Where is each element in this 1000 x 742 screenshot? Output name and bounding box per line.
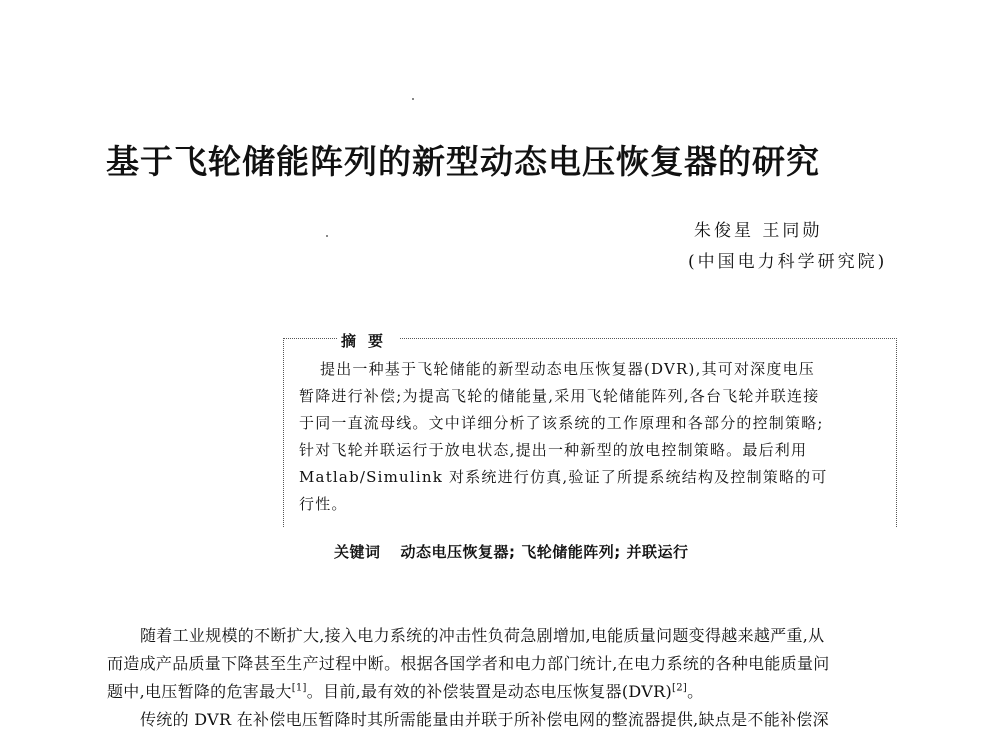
body-text: 题中,电压暂降的危害最大: [107, 682, 292, 701]
keywords-label: 关键词: [334, 543, 381, 561]
keywords: [334, 541, 688, 562]
abstract-line: 行性。: [299, 495, 348, 513]
affiliation: (中国电力科学研究院): [688, 252, 888, 272]
citation-2: [2]: [672, 682, 688, 694]
body-text: 。目前,最有效的补偿装置是动态电压恢复器(DVR): [306, 682, 672, 701]
body-line: [107, 679, 703, 702]
abstract-heading: 摘要: [337, 330, 399, 351]
scan-speck: [412, 98, 414, 100]
body-line: 而造成产品质量下降甚至生产过程中断。根据各国学者和电力部门统计,在电力系统的各种电能质量问: [107, 654, 830, 673]
body-line: 传统的 DVR 在补偿电压暂降时其所需能量由并联于所补偿电网的整流器提供,缺点是不能补偿深: [140, 710, 829, 729]
abstract-line: Matlab/Simulink 对系统进行仿真,验证了所提系统结构及控制策略的可: [299, 468, 828, 486]
abstract-line: 于同一直流母线。文中详细分析了该系统的工作原理和各部分的控制策略;: [299, 414, 824, 432]
abstract-line: 提出一种基于飞轮储能的新型动态电压恢复器(DVR),其可对深度电压: [320, 360, 815, 378]
paper-title: 基于飞轮储能阵列的新型动态电压恢复器的研究: [106, 142, 820, 181]
abstract-line: 暂降进行补偿;为提高飞轮的储能量,采用飞轮储能阵列,各台飞轮并联连接: [299, 387, 820, 405]
scan-speck: [326, 235, 328, 237]
body-line: 随着工业规模的不断扩大,接入电力系统的冲击性负荷急剧增加,电能质量问题变得越来越严重,从: [140, 626, 825, 645]
body-text: 。: [687, 682, 704, 701]
authors: 朱俊星 王同勋: [694, 221, 823, 241]
keywords-text: 动态电压恢复器; 飞轮储能阵列; 并联运行: [400, 543, 689, 561]
citation-1: [1]: [291, 682, 307, 694]
abstract-line: 针对飞轮并联运行于放电状态,提出一种新型的放电控制策略。最后利用: [299, 441, 808, 459]
